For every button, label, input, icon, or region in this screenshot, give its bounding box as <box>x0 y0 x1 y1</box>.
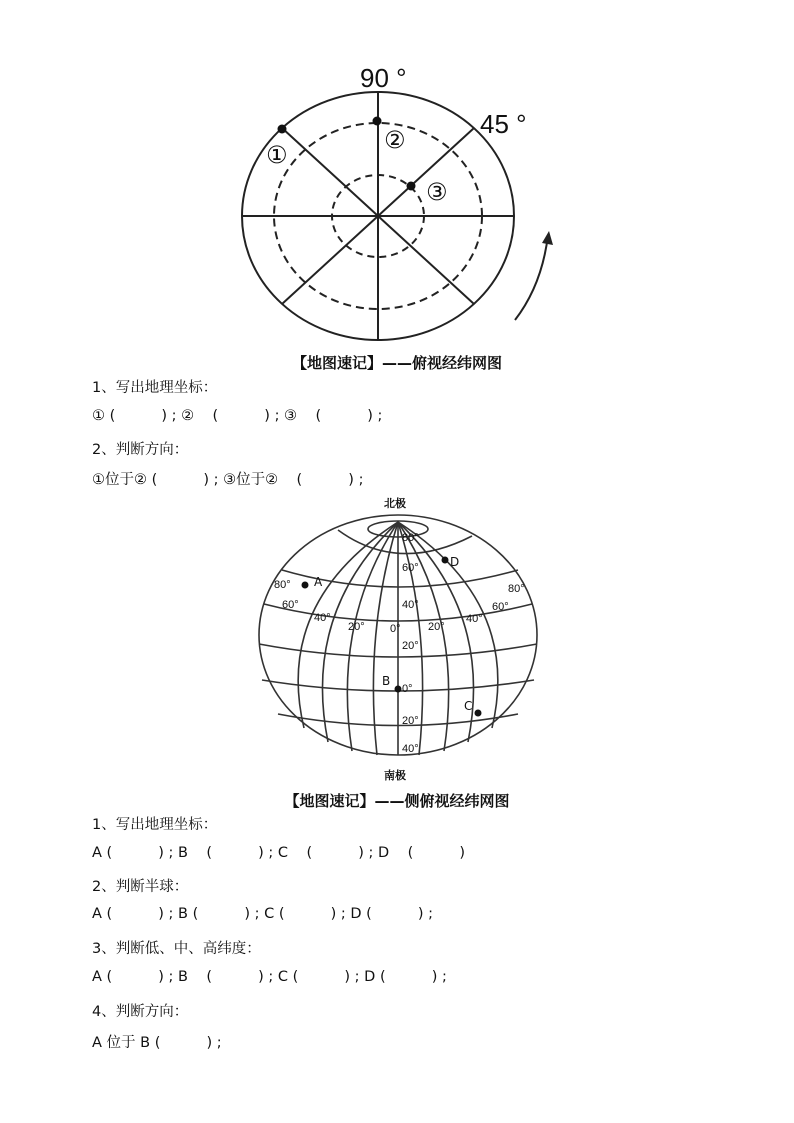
lat-label-20n: 20° <box>402 640 419 652</box>
label-45: 45 ° <box>480 109 527 139</box>
globe-grid-diagram <box>252 492 544 784</box>
point-A-label: A <box>314 575 323 589</box>
polar-grid-diagram <box>230 55 570 350</box>
point-3 <box>407 182 416 191</box>
south-pole-label: 南极 <box>384 769 406 782</box>
s1-a1: ① ( ) ; ② ( ) ; ③ ( ) ; <box>92 408 383 424</box>
lat-label-80: 80° <box>402 532 419 544</box>
point-C-label: C <box>464 699 473 713</box>
lon-label-0: 0° <box>390 623 401 635</box>
lat-label-0: 0° <box>402 683 413 695</box>
label-90: 90 ° <box>360 63 407 93</box>
s2-q4: 4、判断方向： <box>92 1004 189 1020</box>
lon-label-e80: 80° <box>508 583 525 595</box>
lon-label-w60: 60° <box>282 599 299 611</box>
s1-a2: ①位于② ( ) ; ③位于② ( ) ; <box>92 472 364 488</box>
s2-a2: A ( ) ; B ( ) ; C ( ) ; D ( ) ; <box>92 906 434 922</box>
s1-q1: 1、写出地理坐标： <box>92 380 218 396</box>
s2-q1: 1、写出地理坐标： <box>92 817 218 833</box>
rotation-arrow <box>515 235 548 320</box>
s2-a3: A ( ) ; B ( ) ; C ( ) ; D ( ) ; <box>92 969 447 985</box>
lat-label-40s: 40° <box>402 743 419 755</box>
s2-q2: 2、判断半球： <box>92 879 189 895</box>
s2-a4: A 位于 B ( ) ; <box>92 1035 222 1051</box>
s2-q3: 3、判断低、中、高纬度： <box>92 941 261 957</box>
north-pole-label: 北极 <box>384 497 406 510</box>
label-p1: ① <box>266 141 288 169</box>
lon-label-e60: 60° <box>492 601 509 613</box>
point-A <box>302 582 309 589</box>
label-p3: ③ <box>426 178 448 206</box>
point-D-label: D <box>450 555 460 569</box>
lat-label-40: 40° <box>402 599 419 611</box>
point-C <box>475 710 482 717</box>
lon-label-w80: 80° <box>274 579 291 591</box>
lat-label-20s: 20° <box>402 715 419 727</box>
lon-label-e20: 20° <box>428 621 445 633</box>
point-B <box>395 686 402 693</box>
point-D <box>442 557 449 564</box>
point-B-label: B <box>382 674 391 688</box>
s2-a1: A ( ) ; B ( ) ; C ( ) ; D ( ) <box>92 845 466 861</box>
caption-oblique-view: 【地图速记】——侧俯视经纬网图 <box>284 792 510 810</box>
lon-label-e40: 40° <box>466 613 483 625</box>
s1-q2: 2、判断方向： <box>92 442 189 458</box>
label-p2: ② <box>384 126 406 154</box>
point-2 <box>373 117 382 126</box>
lon-label-w20: 20° <box>348 621 365 633</box>
point-1 <box>278 125 287 134</box>
lon-label-w40: 40° <box>314 612 331 624</box>
caption-top-view: 【地图速记】——俯视经纬网图 <box>291 354 502 372</box>
lat-label-60: 60° <box>402 562 419 574</box>
